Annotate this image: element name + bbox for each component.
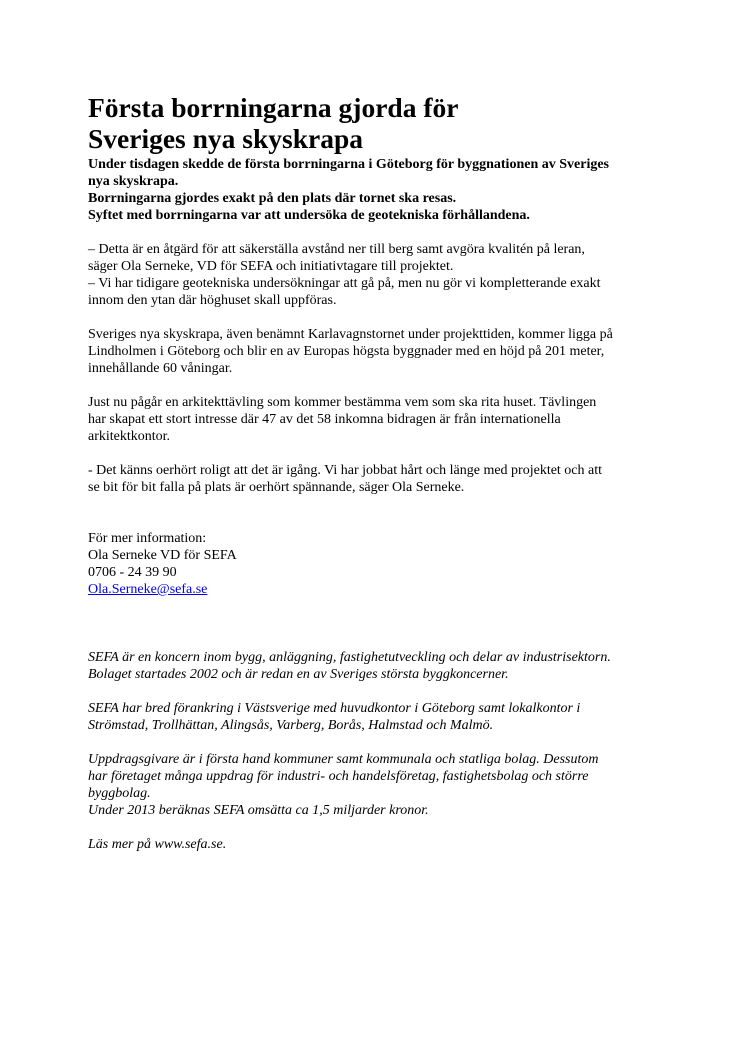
spacer [88, 683, 688, 700]
quote-paragraph-1 [88, 241, 688, 309]
spacer [88, 734, 688, 751]
quote2-line-2: se bit för bit falla på plats är oerhört spännande, säger Ola Serneke. [88, 480, 465, 495]
contact-heading: För mer information: [88, 531, 207, 546]
spacer [88, 598, 688, 649]
quote2-line-1: - Det känns oerhört roligt att det är igång. Vi har jobbat hårt och länge med projektet och att [88, 463, 603, 478]
tower-paragraph [88, 326, 688, 377]
competition-line-3: arkitektkontor. [88, 429, 171, 444]
quote1-line-4: innom den ytan där höghuset skall uppföras. [88, 293, 337, 308]
spacer [88, 819, 688, 836]
competition-paragraph [88, 394, 688, 445]
spacer [88, 445, 688, 462]
about-paragraph-4 [88, 836, 688, 853]
about-p3-line-3: byggbolag. [88, 786, 151, 801]
spacer [88, 224, 688, 241]
headline-line-1: Första borrningarna gjorda för [88, 92, 459, 123]
contact-block [88, 530, 688, 598]
competition-line-1: Just nu pågår en arkitekttävling som kommer bestämma vem som ska rita huset. Tävlingen [88, 395, 597, 410]
headline [88, 92, 688, 154]
contact-name: Ola Serneke VD för SEFA [88, 548, 237, 563]
about-paragraph-1 [88, 649, 688, 683]
quote1-line-3: – Vi har tidigare geotekniska undersökningar att gå på, men nu gör vi kompletterande exakt [88, 276, 601, 291]
spacer [88, 496, 688, 530]
about-p3-line-2: har företaget många uppdrag för industri- och handelsföretag, fastighetsbolag och större [88, 769, 589, 784]
spacer [88, 309, 688, 326]
about-p2-line-1: SEFA har bred förankring i Västsverige med huvudkontor i Göteborg samt lokalkontor i [88, 701, 581, 716]
quote1-line-2: säger Ola Serneke, VD för SEFA och initiativtagare till projektet. [88, 259, 454, 274]
lead-line-2: nya skyskrapa. [88, 174, 179, 189]
tower-line-1: Sveriges nya skyskrapa, även benämnt Karlavagnstornet under projekttiden, kommer ligga på [88, 327, 613, 342]
lead-line-4: Syftet med borrningarna var att undersöka de geotekniska förhållandena. [88, 208, 530, 223]
lead-line-3: Borrningarna gjordes exakt på den plats där tornet ska resas. [88, 191, 457, 206]
quote-paragraph-2 [88, 462, 688, 496]
tower-line-3: innehållande 60 våningar. [88, 361, 233, 376]
contact-phone: 0706 - 24 39 90 [88, 565, 177, 580]
spacer [88, 377, 688, 394]
about-p2-line-2: Strömstad, Trollhättan, Alingsås, Varberg, Borås, Halmstad och Malmö. [88, 718, 494, 733]
lead-line-1: Under tisdagen skedde de första borrningarna i Göteborg för byggnationen av Sveriges [88, 157, 609, 172]
headline-line-2: Sveriges nya skyskrapa [88, 123, 364, 154]
tower-line-2: Lindholmen i Göteborg och blir en av Europas högsta byggnader med en höjd på 201 meter, [88, 344, 605, 359]
about-p4-line-1: Läs mer på www.sefa.se. [88, 837, 227, 852]
about-p1-line-1: SEFA är en koncern inom bygg, anläggning, fastighetutveckling och delar av industrisektorn. [88, 650, 611, 665]
about-paragraph-2 [88, 700, 688, 734]
competition-line-2: har skapat ett stort intresse där 47 av det 58 inkomna bidragen är från internationella [88, 412, 561, 427]
lead-paragraph [88, 156, 688, 224]
quote1-line-1: – Detta är en åtgärd för att säkerställa avstånd ner till berg samt avgöra kvalitén på leran, [88, 242, 585, 257]
about-paragraph-3 [88, 751, 688, 819]
about-p3-line-4: Under 2013 beräknas SEFA omsätta ca 1,5 miljarder kronor. [88, 803, 429, 818]
about-p1-line-2: Bolaget startades 2002 och är redan en av Sveriges största byggkoncerner. [88, 667, 509, 682]
about-p3-line-1: Uppdragsgivare är i första hand kommuner samt kommunala och statliga bolag. Dessutom [88, 752, 599, 767]
press-release-page [88, 92, 688, 853]
contact-email-link[interactable]: Ola.Serneke@sefa.se [88, 582, 208, 597]
